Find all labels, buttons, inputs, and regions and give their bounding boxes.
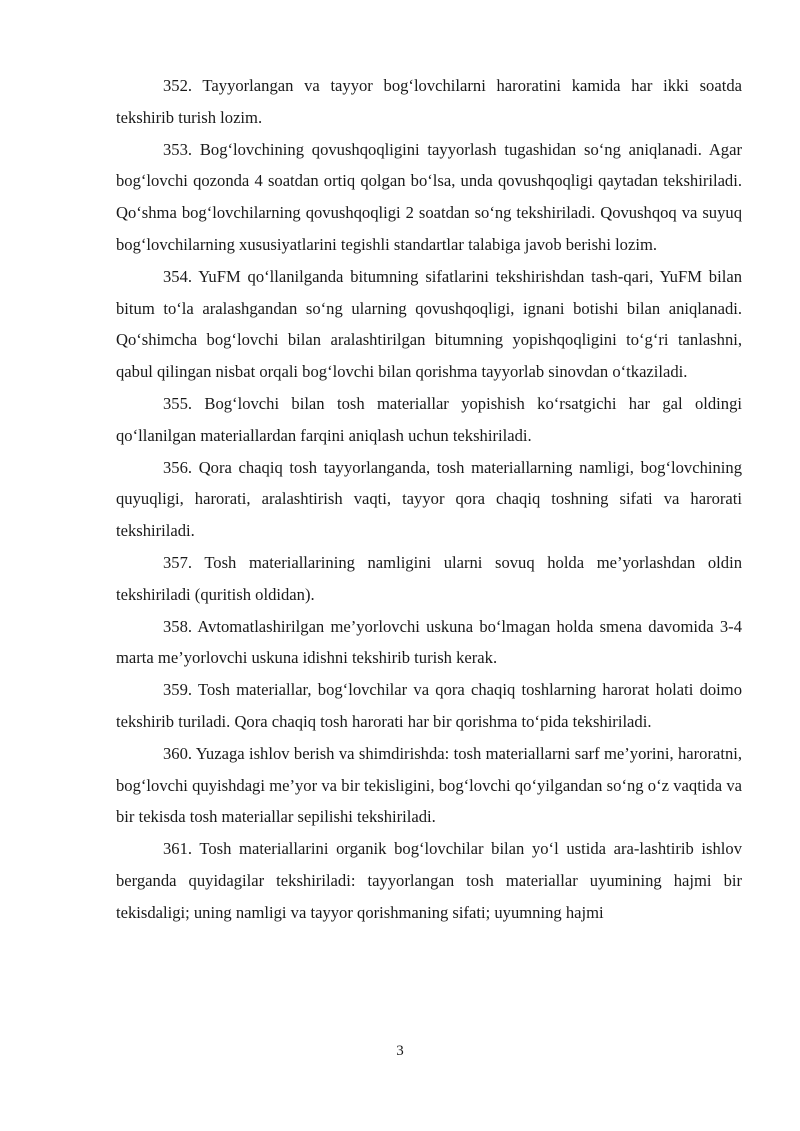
paragraph-354: 354. YuFM qo‘llanilganda bitumning sifatlarini tekshirishdan tash-qari, YuFM bilan bitum to‘la aralashgandan so‘ng ularning qovushqoqligi, ignani botishi bilan aniqlanadi. Qo‘shimcha bog‘lovchi bilan aralashtirilgan bitumning yopishqoqligini to‘g‘ri tanlashni, qabul qilingan nisbat orqali bog‘lovchi bilan qorishma tayyorlab sinovdan o‘tkaziladi. [116, 266, 742, 382]
paragraph-355: 355. Bog‘lovchi bilan tosh materiallar yopishish ko‘rsatgichi har gal oldingi qo‘llanilgan materiallardan farqini aniqlash uchun tekshiriladi. [116, 393, 742, 445]
paragraph-353: 353. Bog‘lovchining qovushqoqligini tayyorlash tugashidan so‘ng aniqlanadi. Agar bog‘lovchi qozonda 4 soatdan ortiq qolgan bo‘lsa, unda qovushqoqligi qaytadan tekshiriladi. Qo‘shma bog‘lovchilarning qovushqoqligi 2 soatdan so‘ng tekshiriladi. Qovushqoq va suyuq bog‘lovchilarning xususiyatlarini tegishli standartlar talabiga javob berishi lozim. [116, 139, 742, 254]
paragraph-360: 360. Yuzaga ishlov berish va shimdirishda: tosh materiallarni sarf me’yorini, haroratni, bog‘lovchi quyishdagi me’yor va bir tekisligini, bog‘lovchi qo‘yilgandan so‘ng o‘z vaqtida va bir tekisda tosh materiallar sepilishi tekshiriladi. [116, 743, 742, 827]
paragraph-358: 358. Avtomatlashirilgan me’yorlovchi uskuna bo‘lmagan holda smena davomida 3-4 marta me’yorlovchi uskuna idishni tekshirib turish kerak. [116, 616, 742, 668]
paragraph-361: 361. Tosh materiallarini organik bog‘lovchilar bilan yo‘l ustida ara-lashtirib ishlov berganda quyidagilar tekshiriladi: tayyorlangan tosh materiallar uyumining hajmi bir tekisdaligi; uning namligi va tayyor qorishmaning sifati; uyumning hajmi [116, 839, 742, 922]
paragraph-359: 359. Tosh materiallar, bog‘lovchilar va qora chaqiq toshlarning harorat holati doimo tekshirib turiladi. Qora chaqiq tosh harorati har bir qorishma to‘pida tekshiriladi. [116, 680, 742, 731]
document-body [116, 70, 742, 929]
paragraph-357: 357. Tosh materiallarining namligini ularni sovuq holda me’yorlashdan oldin tekshiriladi (quritish oldidan). [116, 552, 742, 604]
page-number: 3 [396, 1043, 404, 1059]
paragraph-352: 352. Tayyorlangan va tayyor bog‘lovchilarni haroratini kamida har ikki soatda tekshirib turish lozim. [116, 76, 742, 127]
paragraph-356: 356. Qora chaqiq tosh tayyorlanganda, tosh materiallarning namligi, bog‘lovchining quyuqligi, harorati, aralashtirish vaqti, tayyor qora chaqiq toshning sifati va harorati tekshiriladi. [116, 457, 742, 541]
